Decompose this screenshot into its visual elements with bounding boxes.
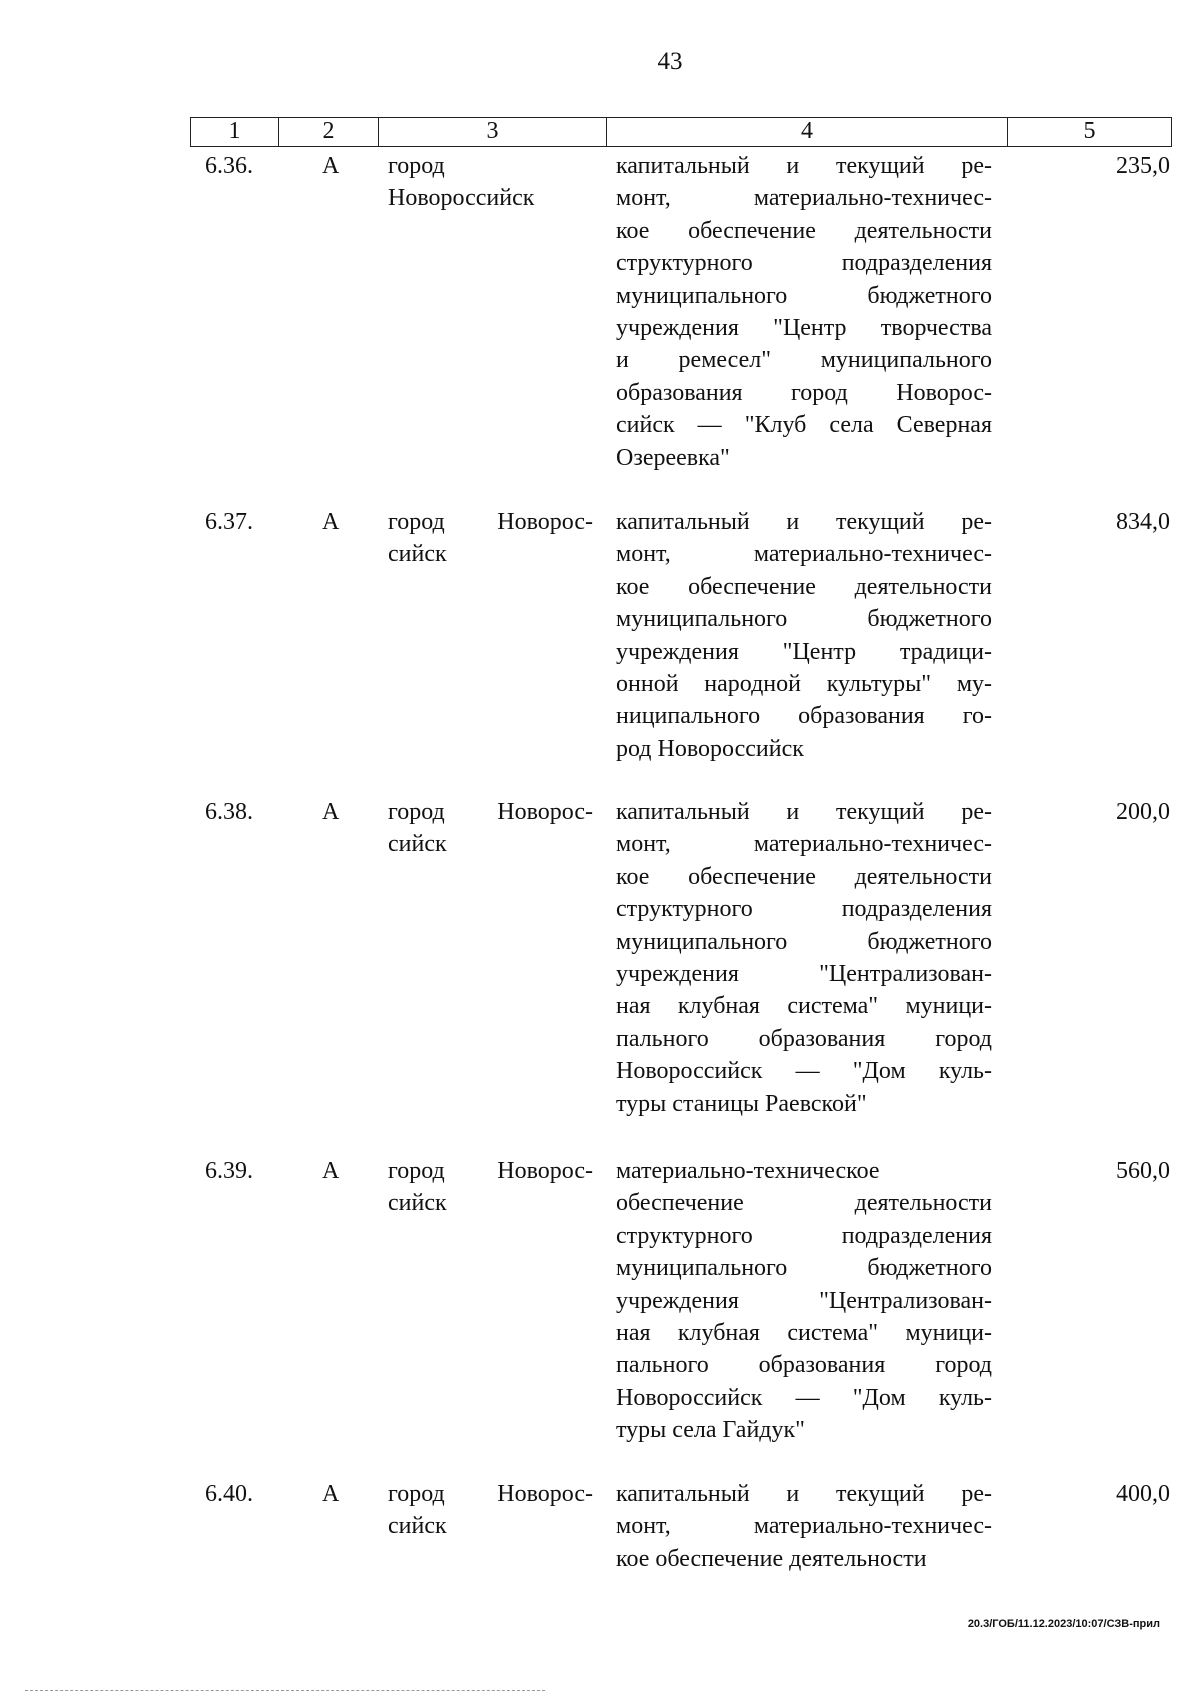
row-description-line: образования город Новорос- — [616, 379, 992, 406]
row-place — [388, 796, 593, 861]
row-amount: 560,0 — [1116, 1158, 1170, 1184]
row-place-line: сийск — [388, 541, 447, 568]
row-description-line: ниципального образования го- — [616, 703, 992, 730]
row-place-line: сийск — [388, 1190, 447, 1217]
row-place-line: сийск — [388, 1513, 447, 1540]
row-number: 6.37. — [205, 509, 253, 535]
row-place-line: город Новорос- — [388, 799, 593, 825]
row-description-line: капитальный и текущий ре- — [616, 153, 992, 179]
row-description-line: пального образования город — [616, 1352, 992, 1379]
row-category: А — [322, 799, 340, 825]
row-category: А — [322, 1158, 340, 1184]
table-header-cell: 4 — [607, 118, 1008, 146]
row-category: А — [322, 509, 340, 535]
row-description-line: туры станицы Раевской" — [616, 1090, 867, 1117]
row-description-line: структурного подразделения — [616, 896, 992, 923]
row-place-line: город Новорос- — [388, 1158, 593, 1184]
table-header-cell: 1 — [191, 118, 279, 146]
row-place — [388, 150, 593, 215]
row-description-line: Озереевка" — [616, 444, 730, 471]
row-place — [388, 1478, 593, 1543]
row-place-line: город — [388, 153, 445, 179]
table-header-cell: 2 — [279, 118, 379, 146]
row-description-line: ная клубная система" муници- — [616, 1319, 992, 1346]
row-description-line: кое обеспечение деятельности — [616, 573, 992, 600]
table-header-cell: 3 — [379, 118, 607, 146]
row-description-line: учреждения "Централизован- — [616, 960, 992, 987]
row-amount: 834,0 — [1116, 509, 1170, 535]
row-description-line: муниципального бюджетного — [616, 282, 992, 309]
row-description-line: Новороссийск — "Дом куль- — [616, 1384, 992, 1411]
row-description — [616, 150, 992, 474]
row-place — [388, 1155, 593, 1220]
row-description-line: род Новороссийск — [616, 735, 804, 762]
row-description-line: муниципального бюджетного — [616, 606, 992, 633]
row-description-line: ная клубная система" муници- — [616, 993, 992, 1020]
row-number: 6.40. — [205, 1481, 253, 1507]
row-place-line: сийск — [388, 831, 447, 858]
row-place-line: Новороссийск — [388, 185, 535, 212]
row-description-line: и ремесел" муниципального — [616, 347, 992, 374]
row-description-line: структурного подразделения — [616, 1222, 992, 1249]
row-amount: 235,0 — [1116, 153, 1170, 179]
row-description — [616, 1478, 992, 1575]
row-place-line: город Новорос- — [388, 509, 593, 535]
scan-artifact-line — [25, 1690, 545, 1691]
row-description-line: материально-техническое — [616, 1158, 880, 1184]
row-description-line: капитальный и текущий ре- — [616, 1481, 992, 1507]
row-description-line: монт, материально-техничес- — [616, 1513, 992, 1540]
row-description-line: монт, материально-техничес- — [616, 185, 992, 212]
page-number: 43 — [657, 48, 683, 75]
row-description-line: пального образования город — [616, 1025, 992, 1052]
row-description-line: учреждения "Централизован- — [616, 1287, 992, 1314]
row-description — [616, 796, 992, 1120]
table-header-cell: 5 — [1083, 118, 1096, 144]
row-amount: 400,0 — [1116, 1481, 1170, 1507]
row-description-line: муниципального бюджетного — [616, 928, 992, 955]
row-description-line: кое обеспечение деятельности — [616, 217, 992, 244]
row-amount: 200,0 — [1116, 799, 1170, 825]
row-number: 6.36. — [205, 153, 253, 179]
row-description-line: туры села Гайдук" — [616, 1417, 805, 1444]
row-description-line: структурного подразделения — [616, 250, 992, 277]
row-description-line: кое обеспечение деятельности — [616, 863, 992, 890]
row-description-line: кое обеспечение деятельности — [616, 1545, 927, 1572]
row-description-line: монт, материально-техничес- — [616, 541, 992, 568]
row-description — [616, 1155, 992, 1447]
row-place-line: город Новорос- — [388, 1481, 593, 1507]
row-category: А — [322, 1481, 340, 1507]
row-description-line: капитальный и текущий ре- — [616, 799, 992, 825]
row-number: 6.39. — [205, 1158, 253, 1184]
row-description-line: учреждения "Центр творчества — [616, 314, 992, 341]
row-number: 6.38. — [205, 799, 253, 825]
row-description-line: обеспечение деятельности — [616, 1190, 992, 1217]
row-description-line: монт, материально-техничес- — [616, 831, 992, 858]
row-description-line: сийск — "Клуб села Северная — [616, 412, 992, 439]
row-description-line: учреждения "Центр традици- — [616, 638, 992, 665]
row-description-line: муниципального бюджетного — [616, 1255, 992, 1282]
row-place — [388, 506, 593, 571]
row-description-line: Новороссийск — "Дом куль- — [616, 1058, 992, 1085]
table-header — [190, 117, 1172, 147]
row-category: А — [322, 153, 340, 179]
row-description-line: онной народной культуры" му- — [616, 670, 992, 697]
row-description — [616, 506, 992, 765]
document-code: 20.3/ГОБ/11.12.2023/10:07/СЗВ-прил — [967, 1618, 1160, 1630]
row-description-line: капитальный и текущий ре- — [616, 509, 992, 535]
